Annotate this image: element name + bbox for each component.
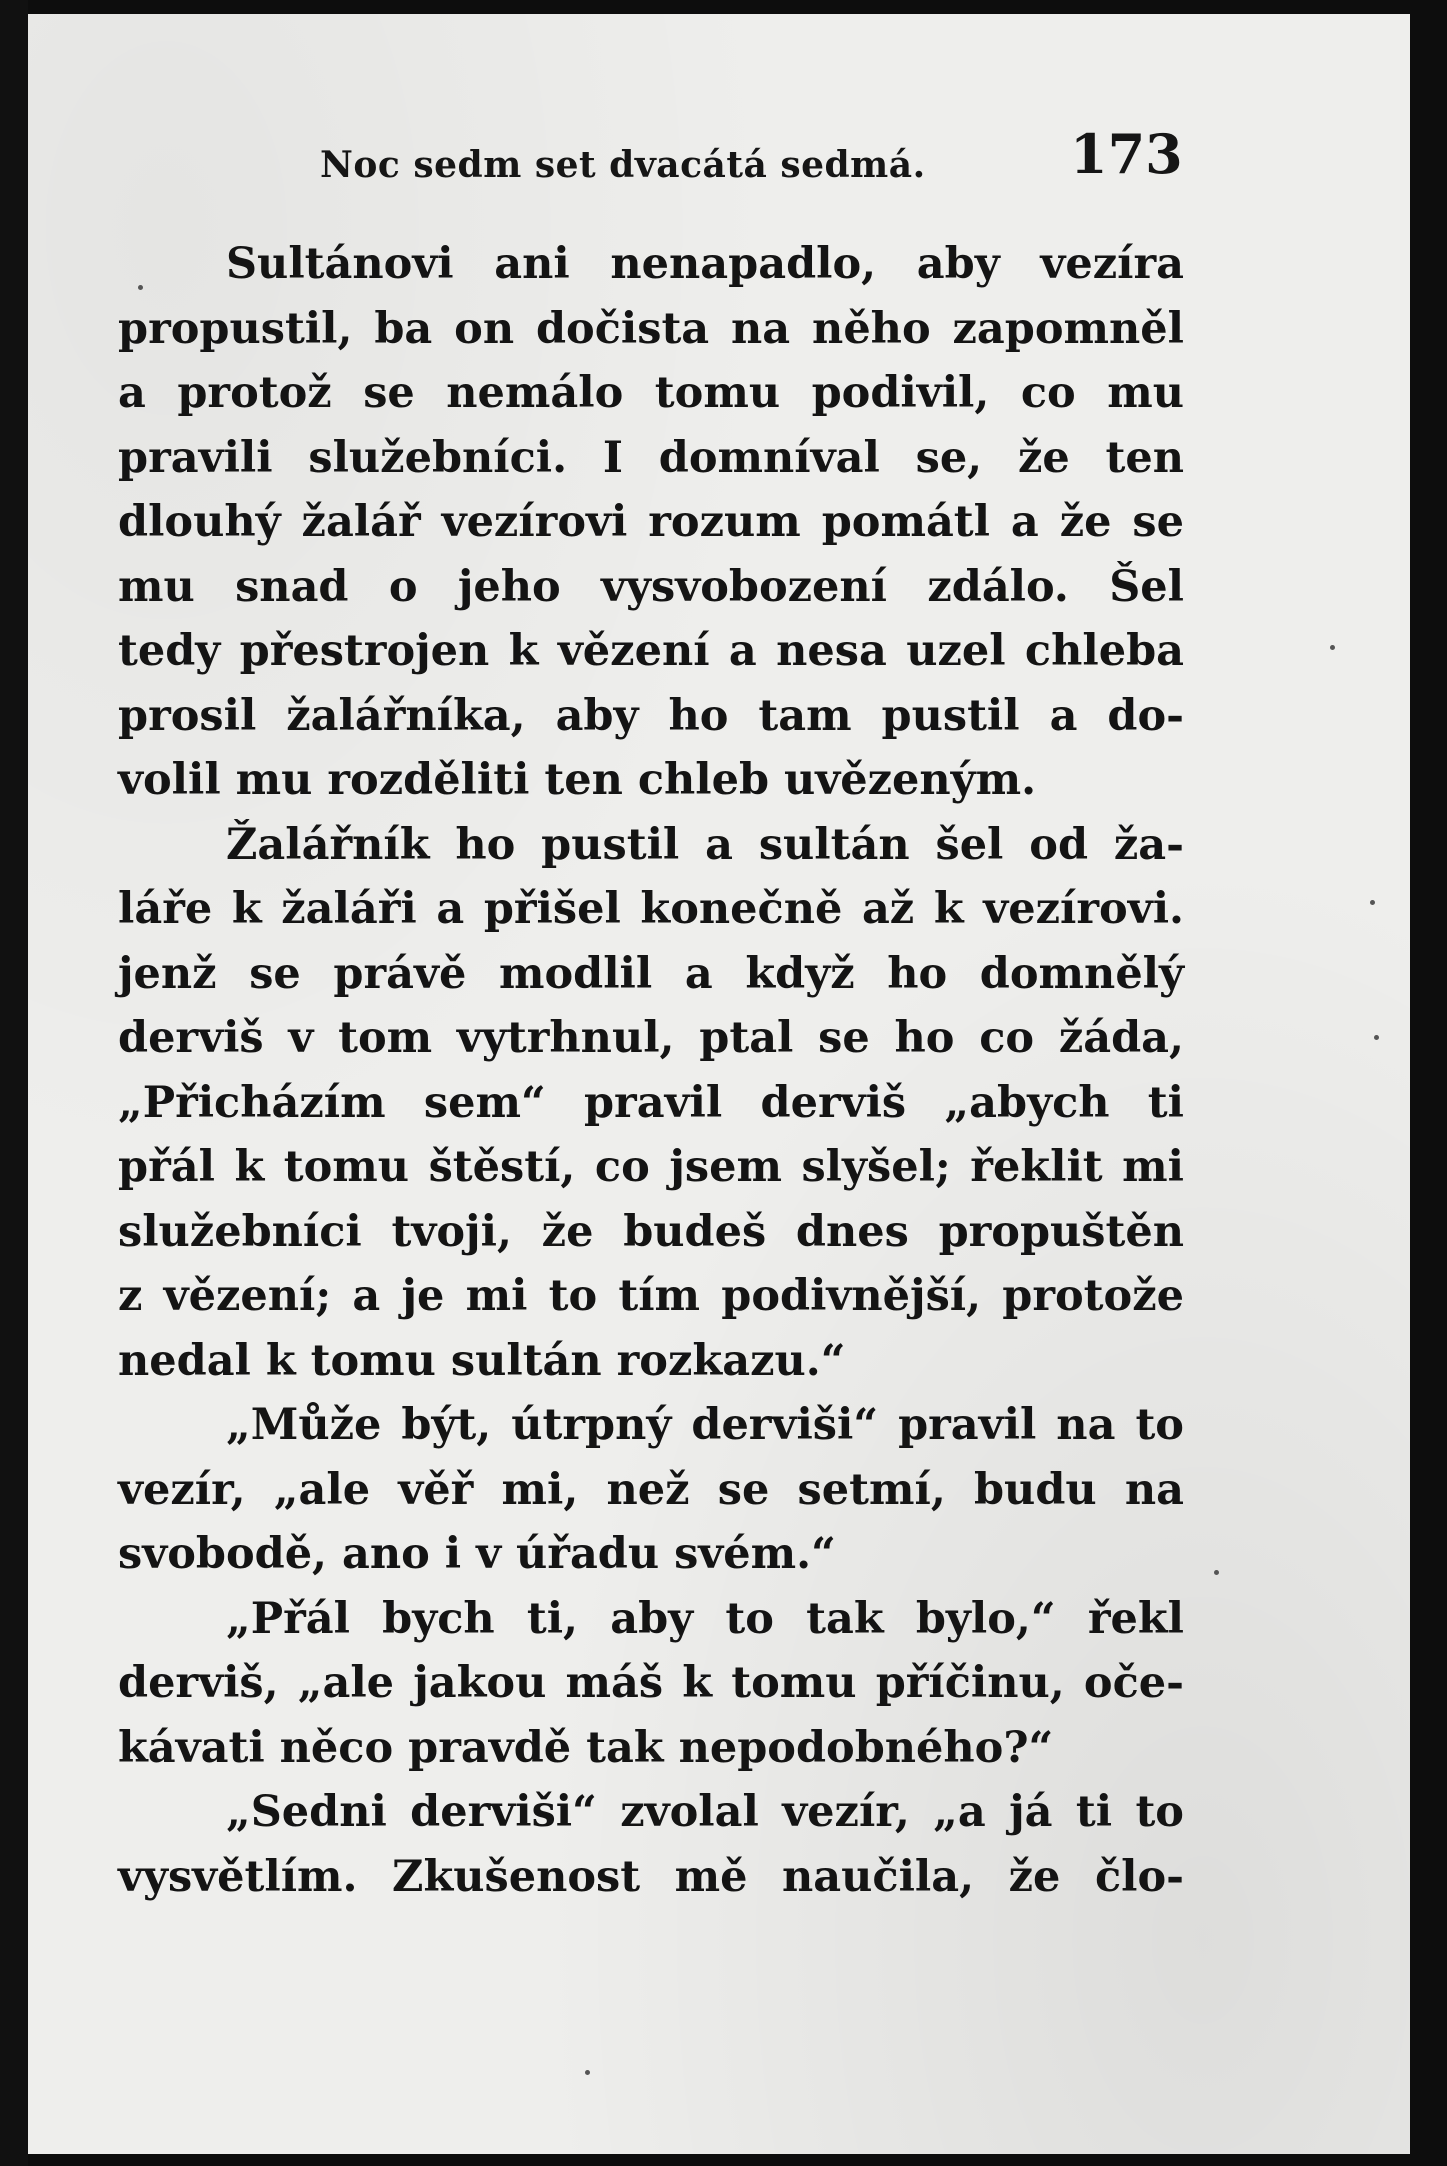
print-speck <box>585 2070 590 2075</box>
text-line: služebníci tvoji, že budeš dnes propuštěn <box>118 1206 1184 1257</box>
text-line: přál k tomu štěstí, co jsem slyšel; řeklit mi <box>118 1142 1184 1192</box>
text-line: Žalářník ho pustil a sultán šel od ža- <box>226 819 1184 870</box>
text-line: vysvětlím. Zkušenost mě naučila, že člo- <box>118 1851 1184 1902</box>
text-line: „Přicházím sem“ pravil derviš „abych ti <box>118 1077 1184 1128</box>
print-speck <box>1214 1570 1219 1575</box>
page-number: 173 <box>1070 122 1183 186</box>
print-speck <box>1370 900 1375 905</box>
print-speck <box>1330 645 1335 650</box>
text-line: prosil žalářníka, aby ho tam pustil a do- <box>118 690 1184 741</box>
page-header <box>290 118 1190 198</box>
text-line: kávati něco pravdě tak nepodobného?“ <box>118 1722 1054 1773</box>
text-line: vezír, „ale věř mi, než se setmí, budu na <box>118 1464 1184 1515</box>
text-line: svobodě, ano i v úřadu svém.“ <box>118 1529 836 1579</box>
text-line: derviš, „ale jakou máš k tomu příčinu, oče- <box>118 1658 1184 1708</box>
text-line: z vězení; a je mi to tím podivnější, protože <box>118 1271 1184 1321</box>
text-line: pravili služebníci. I domníval se, že ten <box>118 432 1184 483</box>
text-line: Sultánovi ani nenapadlo, aby vezíra <box>226 239 1184 289</box>
page-edge-shadow <box>0 0 28 2166</box>
text-line: a protož se nemálo tomu podivil, co mu <box>118 368 1184 418</box>
text-line: „Sedni derviši“ zvolal vezír, „a já ti to <box>226 1787 1184 1837</box>
text-line: „Přál bych ti, aby to tak bylo,“ řekl <box>226 1593 1184 1644</box>
text-line: láře k žaláři a přišel konečně až k vezírovi. <box>118 884 1184 934</box>
text-line: „Může být, útrpný derviši“ pravil na to <box>226 1400 1184 1450</box>
text-line: tedy přestrojen k vězení a nesa uzel chleba <box>118 626 1184 676</box>
body-text <box>118 232 1184 1909</box>
text-line: dlouhý žalář vezírovi rozum pomátl a že se <box>118 497 1184 547</box>
text-line: derviš v tom vytrhnul, ptal se ho co žáda, <box>118 1013 1184 1063</box>
text-line: jenž se právě modlil a když ho domnělý <box>118 948 1184 999</box>
text-line: propustil, ba on dočista na něho zapomněl <box>118 303 1184 354</box>
text-line: nedal k tomu sultán rozkazu.“ <box>118 1335 846 1386</box>
text-line: mu snad o jeho vysvobození zdálo. Šel <box>118 561 1184 612</box>
running-title: Noc sedm set dvacátá sedmá. <box>320 144 926 186</box>
print-speck <box>1374 1035 1379 1040</box>
print-speck <box>138 285 143 290</box>
text-line: volil mu rozděliti ten chleb uvězeným. <box>118 755 1037 805</box>
